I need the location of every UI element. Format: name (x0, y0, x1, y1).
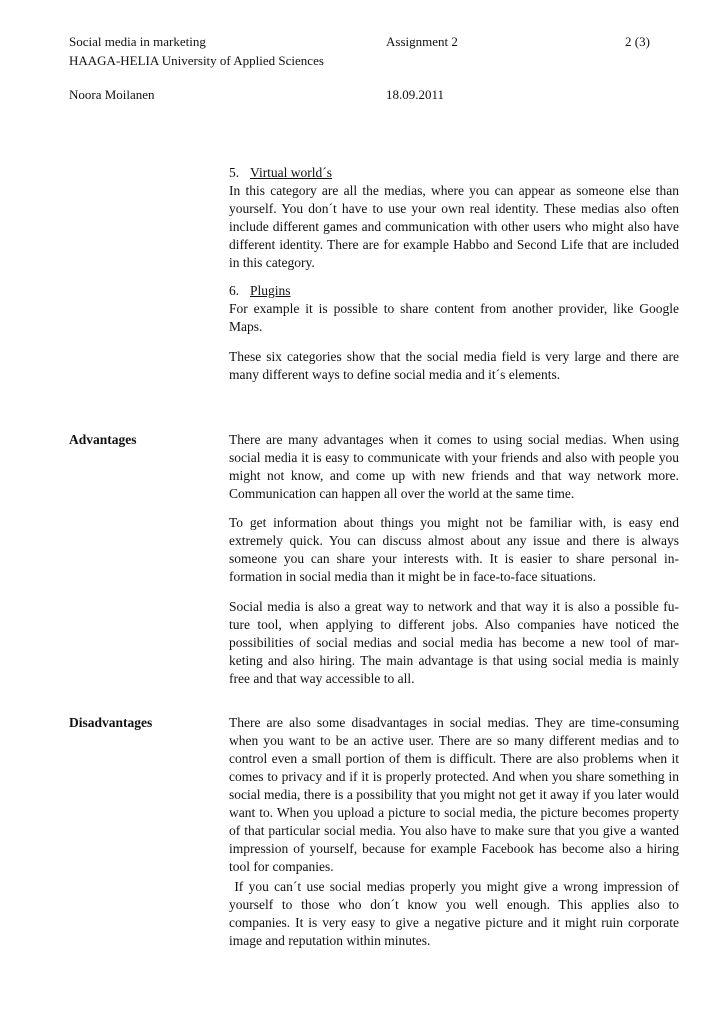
category-5-title: Virtual world´s (250, 165, 333, 180)
advantages-paragraph-3: Social media is also a great way to network and that way it is also a possible fu-ture tool, when applying to different jobs. Also companies have noticed the possibilities of social medias and social media has become a new tool of mar-keting and also hiring. The main advantage is that using social media is mainly free and that way accessible to all. (229, 599, 679, 686)
disadvantages-paragraph-2: If you can´t use social medias properly you might give a wrong impression of yourself to those who don´t know you well enough. This applies also to companies. It is very easy to give a negative picture and it might ruin corporate image and reputation within minutes. (229, 879, 683, 948)
category-6-heading (229, 282, 679, 300)
category-6-section (229, 282, 679, 336)
category-5-number: 5. (229, 165, 240, 180)
author-name: Noora Moilanen (69, 87, 155, 102)
university-name: HAAGA-HELIA University of Applied Sciences (69, 53, 324, 68)
disadvantages-paragraph-1: There are also some disadvantages in social medias. They are time-consuming when you want to be an active user. There are so many different medias and to control even a small portion of them is difficult. There are also problems when it comes to privacy and if it is properly protected. And when you share something in social media, there is a possibility that you might not get it away if you later would want to. When you upload a picture to social media, the picture becomes property of that particular social media. You also have to make sure that you give a wanted impression of yourself, because for example Facebook has become also a hiring tool for companies. (229, 715, 679, 874)
assignment-label: Assignment 2 (386, 34, 458, 49)
category-5-text: In this category are all the medias, where you can appear as someone else than yourself. You don´t have to use your own real identity. These medias also often include different games and communication with other users who might also have different identity. There are for example Habbo and Second Life that are included in this category. (229, 183, 679, 270)
advantages-paragraph-1: There are many advantages when it comes to using social medias. When using social media it is easy to communicate with your friends and also with people you might not know, and come up with new friends and that way network more. Communication can happen all over the world at the same time. (229, 432, 679, 501)
disadvantages-section (229, 714, 679, 876)
summary-section (229, 348, 679, 384)
category-6-number: 6. (229, 283, 240, 298)
advantages-section (229, 431, 679, 503)
disadvantages-label: Disadvantages (69, 715, 153, 730)
advantages-paragraph-2: To get information about things you might not be familiar with, is easy end extremely quick. You can discuss almost about any issue and there is always someone you can share your interests with. It is easier to share personal in-formation in social media than it might be in face-to-face situations. (229, 515, 679, 584)
category-6-text: For example it is possible to share content from another provider, like Google Maps. (229, 301, 679, 334)
header-row-3 (69, 86, 679, 104)
course-title: Social media in marketing (69, 34, 206, 49)
header-row-2 (69, 52, 679, 70)
advantages-section-3 (229, 598, 679, 688)
advantages-label: Advantages (69, 432, 137, 447)
document-date: 18.09.2011 (386, 87, 445, 102)
page-number: 2 (3) (625, 34, 650, 49)
summary-text: These six categories show that the social media field is very large and there are many different ways to define social media and it´s elements. (229, 349, 679, 382)
header-row-1 (69, 33, 679, 51)
category-6-title: Plugins (250, 283, 291, 298)
advantages-section-2 (229, 514, 679, 586)
disadvantages-section-2 (229, 878, 683, 950)
category-5-heading (229, 164, 679, 182)
category-5-section (229, 164, 679, 272)
